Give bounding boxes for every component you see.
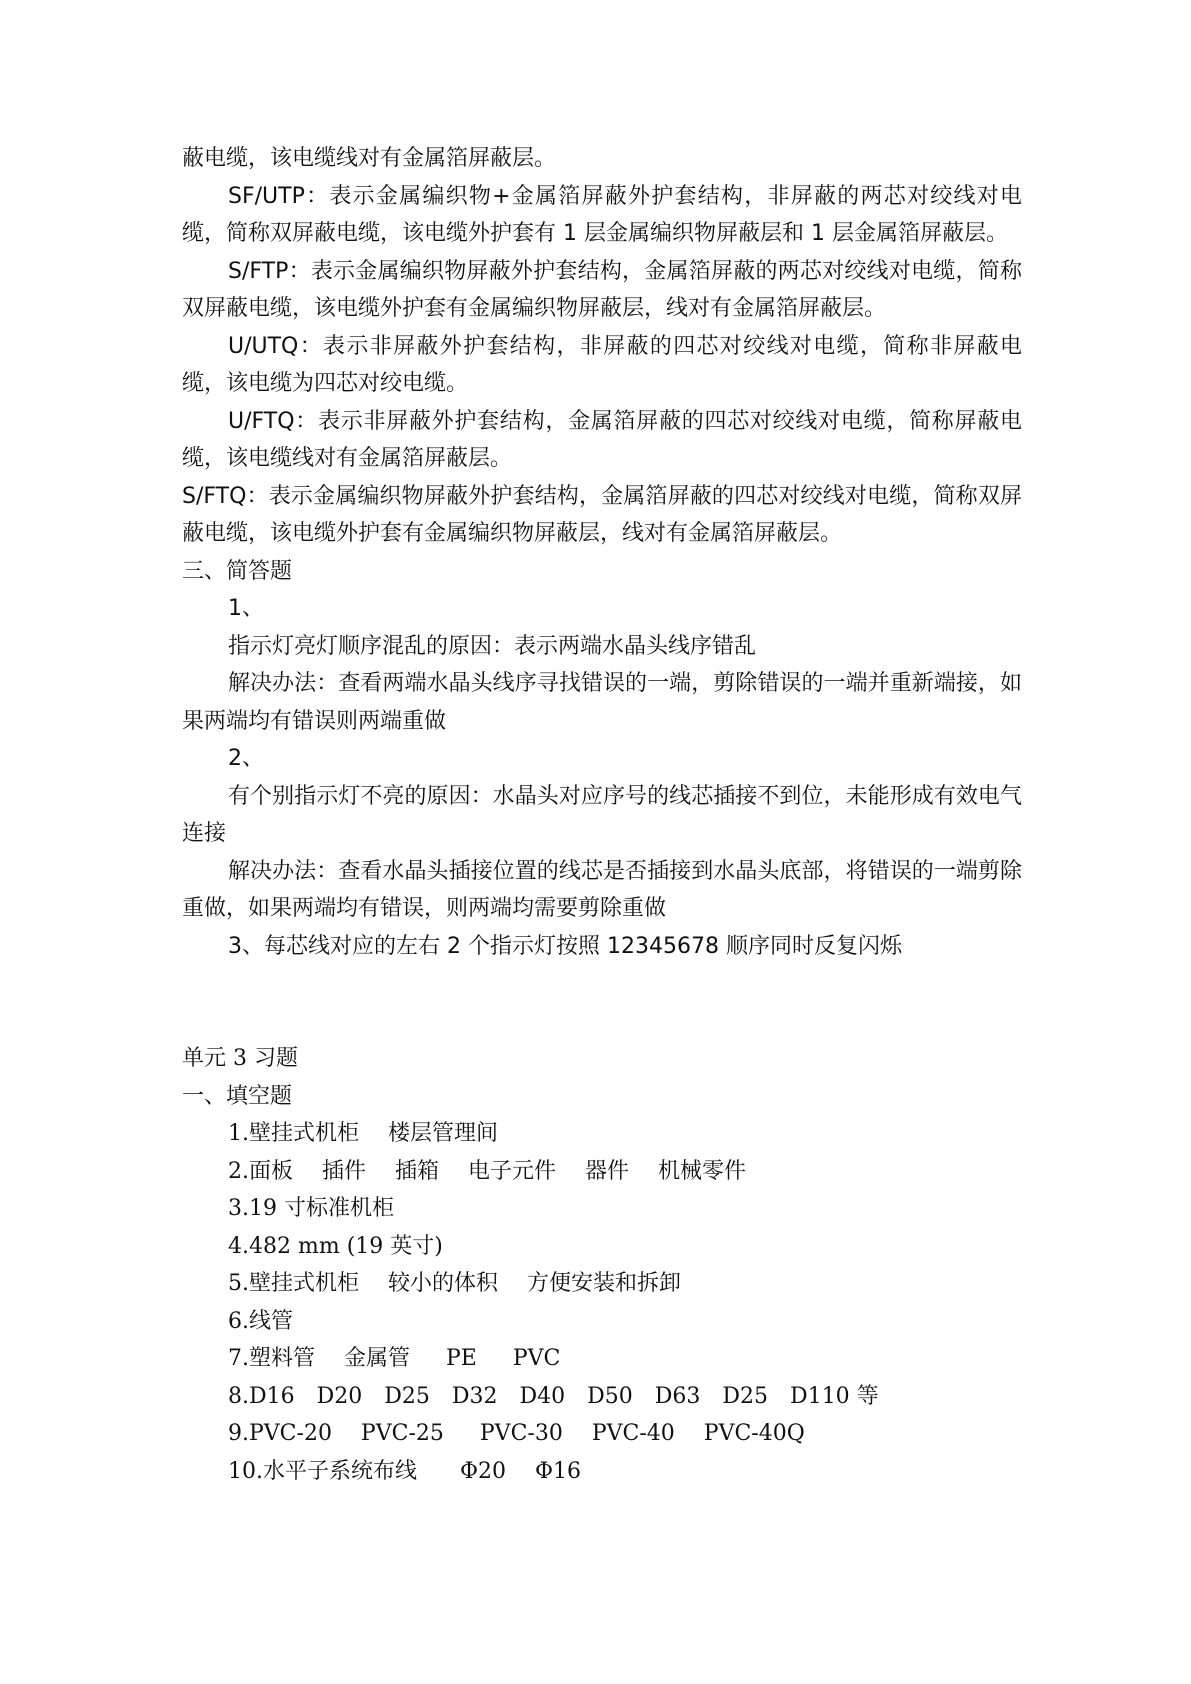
question-1-solution: 解决办法：查看两端水晶头线序寻找错误的一端，剪除错误的一端并重新端接，如果两端均有错误则两端重做: [182, 671, 1022, 734]
question-1-cause: 指示灯亮灯顺序混乱的原因：表示两端水晶头线序错乱: [228, 633, 757, 659]
paragraph-u-utq: U/UTQ：表示非屏蔽外护套结构，非屏蔽的四芯对绞线对电缆，简称非屏蔽电缆，该电缆为四芯对绞电缆。: [182, 333, 1022, 396]
paragraph-s-ftp: S/FTP：表示金属编织物屏蔽外护套结构，金属箔屏蔽的两芯对绞线对电缆，简称双屏蔽电缆，该电缆外护套有金属编织物屏蔽层，线对有金属箔屏蔽层。: [182, 258, 1022, 321]
fill-answer-2: 2.面板 插件 插箱 电子元件 器件 机械零件: [228, 1158, 746, 1184]
fill-answer-9: 9.PVC-20 PVC-25 PVC-30 PVC-40 PVC-40Q: [228, 1421, 805, 1446]
question-2-number: 2、: [228, 746, 264, 771]
section-heading-fill-blank: 一、填空题: [182, 1083, 293, 1109]
fill-answer-6: 6.线管: [228, 1308, 293, 1334]
fill-answer-1: 1.壁挂式机柜 楼层管理间: [228, 1121, 498, 1146]
fill-answer-5: 5.壁挂式机柜 较小的体积 方便安装和拆卸: [228, 1271, 681, 1296]
continued-paragraph: 蔽电缆，该电缆线对有金属箔屏蔽层。: [182, 146, 557, 171]
spacer: [182, 965, 1022, 1040]
question-2-cause: 有个别指示灯不亮的原因：水晶头对应序号的线芯插接不到位，未能形成有效电气连接: [182, 783, 1022, 846]
fill-answer-10: 10.水平子系统布线 Φ20 Φ16: [228, 1458, 582, 1484]
fill-answer-7: 7.塑料管 金属管 PE PVC: [228, 1346, 561, 1371]
paragraph-sf-utp: SF/UTP：表示金属编织物+金属箔屏蔽外护套结构，非屏蔽的两芯对绞线对电缆，简称双屏蔽电缆，该电缆外护套有 1 层金属编织物屏蔽层和 1 层金属箔屏蔽层。: [182, 183, 1022, 246]
fill-answer-8: 8.D16 D20 D25 D32 D40 D50 D63 D25 D110 等: [228, 1383, 879, 1409]
question-1-number: 1、: [228, 596, 264, 621]
section-heading-short-answer: 三、简答题: [182, 558, 293, 584]
page-content: [182, 140, 1022, 1490]
fill-answer-3: 3.19 寸标准机柜: [228, 1196, 394, 1221]
unit-title: 单元 3 习题: [182, 1046, 298, 1071]
fill-answer-4: 4.482 mm (19 英寸): [228, 1233, 443, 1259]
paragraph-s-ftq: S/FTQ：表示金属编织物屏蔽外护套结构，金属箔屏蔽的四芯对绞线对电缆，简称双屏蔽电缆，该电缆外护套有金属编织物屏蔽层，线对有金属箔屏蔽层。: [182, 483, 1022, 546]
question-2-solution: 解决办法：查看水晶头插接位置的线芯是否插接到水晶头底部，将错误的一端剪除重做，如果两端均有错误，则两端均需要剪除重做: [182, 858, 1022, 921]
question-3-answer: 3、每芯线对应的左右 2 个指示灯按照 12345678 顺序同时反复闪烁: [228, 933, 902, 959]
paragraph-u-ftq: U/FTQ：表示非屏蔽外护套结构，金属箔屏蔽的四芯对绞线对电缆，简称屏蔽电缆，该电缆线对有金属箔屏蔽层。: [182, 408, 1022, 471]
